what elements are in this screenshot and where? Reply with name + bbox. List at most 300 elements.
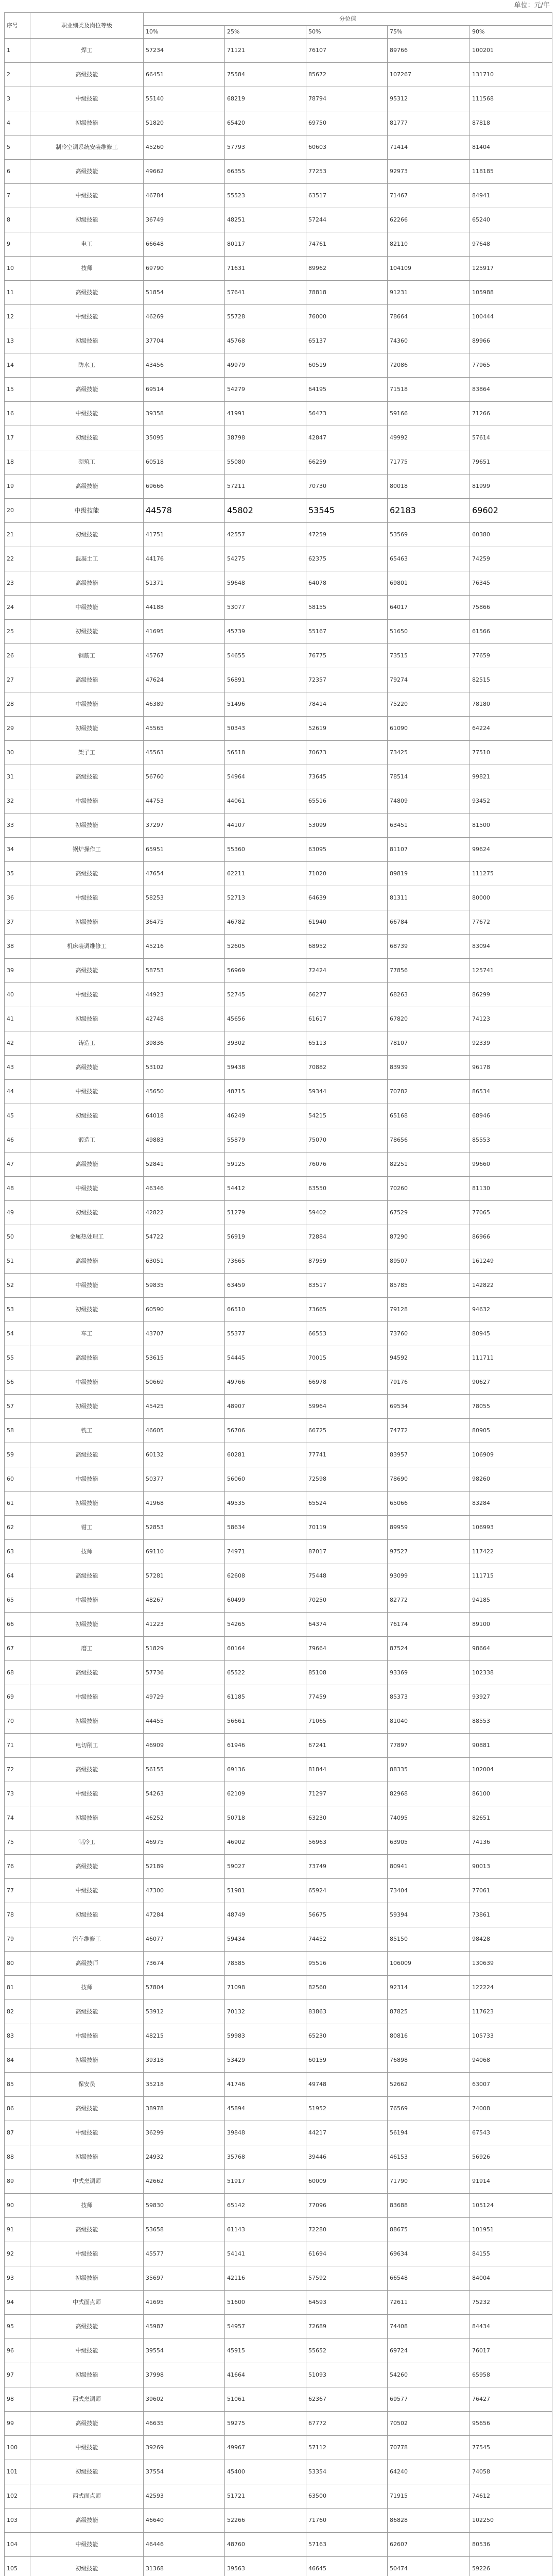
row-p25: 41991 xyxy=(225,402,306,426)
table-row xyxy=(5,1153,552,1177)
row-p75: 85373 xyxy=(388,1685,470,1709)
row-job: 高级技能 xyxy=(30,378,144,402)
row-p50: 77459 xyxy=(306,1685,388,1709)
row-p25: 51061 xyxy=(225,2387,306,2412)
row-seq: 27 xyxy=(5,668,30,692)
row-p90: 84434 xyxy=(470,2315,552,2339)
row-p10: 56760 xyxy=(144,765,225,789)
row-p10: 46389 xyxy=(144,692,225,717)
table-row xyxy=(5,2387,552,2412)
row-p25: 55360 xyxy=(225,838,306,862)
row-p10: 42662 xyxy=(144,2170,225,2194)
row-p25: 51917 xyxy=(225,2170,306,2194)
row-p10: 46640 xyxy=(144,2509,225,2533)
row-seq: 100 xyxy=(5,2436,30,2460)
row-p90: 74008 xyxy=(470,2097,552,2121)
row-p90: 64224 xyxy=(470,717,552,741)
row-p75: 74809 xyxy=(388,789,470,814)
row-p25: 65420 xyxy=(225,111,306,135)
row-p50: 56473 xyxy=(306,402,388,426)
row-p50: 56963 xyxy=(306,1831,388,1855)
row-seq: 68 xyxy=(5,1661,30,1685)
table-row xyxy=(5,1056,552,1080)
row-p10: 46252 xyxy=(144,1806,225,1831)
row-p75: 95312 xyxy=(388,87,470,111)
row-p75: 77897 xyxy=(388,1734,470,1758)
row-job: 锻造工 xyxy=(30,1128,144,1153)
row-p50: 76775 xyxy=(306,644,388,668)
row-job: 中级技能 xyxy=(30,1879,144,1903)
row-p10: 45577 xyxy=(144,2242,225,2266)
row-job: 初级技能 xyxy=(30,1613,144,1637)
row-p50: 64374 xyxy=(306,1613,388,1637)
row-p10: 37704 xyxy=(144,329,225,353)
table-row xyxy=(5,2484,552,2509)
row-p25: 59438 xyxy=(225,1056,306,1080)
row-p75: 80941 xyxy=(388,1855,470,1879)
row-p10: 39318 xyxy=(144,2048,225,2073)
row-p10: 58753 xyxy=(144,959,225,983)
row-p75: 71775 xyxy=(388,450,470,474)
row-job: 中级技能 xyxy=(30,1467,144,1492)
table-row xyxy=(5,2291,552,2315)
table-row xyxy=(5,1031,552,1056)
row-job: 初级技能 xyxy=(30,1709,144,1734)
row-p25: 41664 xyxy=(225,2363,306,2387)
table-row xyxy=(5,910,552,935)
row-p90: 102338 xyxy=(470,1661,552,1685)
row-p10: 42748 xyxy=(144,1007,225,1031)
table-row xyxy=(5,1443,552,1467)
table-row xyxy=(5,2557,552,2576)
row-p90: 80905 xyxy=(470,1419,552,1443)
row-p50: 70673 xyxy=(306,741,388,765)
table-row xyxy=(5,1249,552,1274)
row-p50: 78818 xyxy=(306,281,388,305)
row-p90: 81500 xyxy=(470,814,552,838)
row-p90: 84155 xyxy=(470,2242,552,2266)
row-job: 防水工 xyxy=(30,353,144,378)
row-seq: 77 xyxy=(5,1879,30,1903)
table-row xyxy=(5,1709,552,1734)
row-p50: 75448 xyxy=(306,1564,388,1588)
row-seq: 19 xyxy=(5,474,30,499)
row-p50: 85672 xyxy=(306,63,388,87)
row-p25: 54275 xyxy=(225,547,306,571)
row-p25: 39563 xyxy=(225,2557,306,2576)
row-p50: 63230 xyxy=(306,1806,388,1831)
table-row xyxy=(5,862,552,886)
row-p90: 100201 xyxy=(470,39,552,63)
row-p90: 75866 xyxy=(470,596,552,620)
table-row xyxy=(5,1128,552,1153)
row-p25: 46902 xyxy=(225,1831,306,1855)
row-p25: 55728 xyxy=(225,305,306,329)
row-p90: 89100 xyxy=(470,1613,552,1637)
row-p90: 65958 xyxy=(470,2363,552,2387)
row-p10: 53658 xyxy=(144,2218,225,2242)
row-p90: 100444 xyxy=(470,305,552,329)
row-p75: 89959 xyxy=(388,1516,470,1540)
row-p50: 51093 xyxy=(306,2363,388,2387)
row-p90: 94068 xyxy=(470,2048,552,2073)
row-p10: 46975 xyxy=(144,1831,225,1855)
row-p50: 60159 xyxy=(306,2048,388,2073)
row-seq: 33 xyxy=(5,814,30,838)
row-seq: 36 xyxy=(5,886,30,910)
row-p25: 58634 xyxy=(225,1516,306,1540)
row-p10: 36749 xyxy=(144,208,225,232)
row-job: 高级技能 xyxy=(30,1855,144,1879)
row-job: 初级技能 xyxy=(30,2048,144,2073)
row-job: 高级技能 xyxy=(30,160,144,184)
row-seq: 72 xyxy=(5,1758,30,1782)
row-p90: 106993 xyxy=(470,1516,552,1540)
row-p10: 66451 xyxy=(144,63,225,87)
row-p75: 92314 xyxy=(388,1976,470,2000)
row-p75: 106009 xyxy=(388,1952,470,1976)
row-job: 初级技能 xyxy=(30,1298,144,1322)
table-row xyxy=(5,523,552,547)
row-seq: 2 xyxy=(5,63,30,87)
row-job: 初级技能 xyxy=(30,1104,144,1128)
row-p10: 50377 xyxy=(144,1467,225,1492)
row-p25: 59275 xyxy=(225,2412,306,2436)
row-p25: 39302 xyxy=(225,1031,306,1056)
row-job: 高级技能 xyxy=(30,1758,144,1782)
row-seq: 7 xyxy=(5,184,30,208)
table-row xyxy=(5,983,552,1007)
row-p50: 63517 xyxy=(306,184,388,208)
row-p50: 47259 xyxy=(306,523,388,547)
row-p75: 71467 xyxy=(388,184,470,208)
row-p10: 37554 xyxy=(144,2460,225,2484)
table-row xyxy=(5,571,552,596)
row-p10: 46909 xyxy=(144,1734,225,1758)
row-p10: 41695 xyxy=(144,620,225,644)
table-row xyxy=(5,63,552,87)
row-p50: 51952 xyxy=(306,2097,388,2121)
table-row xyxy=(5,353,552,378)
table-row xyxy=(5,2266,552,2291)
row-p90: 86299 xyxy=(470,983,552,1007)
row-p25: 54141 xyxy=(225,2242,306,2266)
row-job: 焊工 xyxy=(30,39,144,63)
row-p10: 48215 xyxy=(144,2024,225,2048)
row-seq: 66 xyxy=(5,1613,30,1637)
table-row xyxy=(5,1661,552,1685)
row-job: 制冷空调系统安装维修工 xyxy=(30,135,144,160)
row-p25: 52605 xyxy=(225,935,306,959)
row-p25: 54655 xyxy=(225,644,306,668)
row-p25: 80117 xyxy=(225,232,306,257)
row-p25: 54279 xyxy=(225,378,306,402)
row-seq: 67 xyxy=(5,1637,30,1661)
row-p10: 58253 xyxy=(144,886,225,910)
table-row xyxy=(5,2121,552,2145)
row-p50: 65137 xyxy=(306,329,388,353)
row-seq: 10 xyxy=(5,257,30,281)
row-p25: 46249 xyxy=(225,1104,306,1128)
row-p25: 54964 xyxy=(225,765,306,789)
row-p50: 78794 xyxy=(306,87,388,111)
row-seq: 97 xyxy=(5,2363,30,2387)
row-p90: 76427 xyxy=(470,2387,552,2412)
row-job: 初级技能 xyxy=(30,1806,144,1831)
row-p75: 88675 xyxy=(388,2218,470,2242)
row-p90: 122224 xyxy=(470,1976,552,2000)
table-row xyxy=(5,789,552,814)
row-p10: 48267 xyxy=(144,1588,225,1613)
row-p90: 85553 xyxy=(470,1128,552,1153)
row-job: 初级技能 xyxy=(30,1007,144,1031)
row-p90: 57614 xyxy=(470,426,552,450)
row-p25: 62211 xyxy=(225,862,306,886)
row-p25: 63459 xyxy=(225,1274,306,1298)
table-row xyxy=(5,1637,552,1661)
row-p10: 46446 xyxy=(144,2533,225,2557)
table-row xyxy=(5,1370,552,1395)
row-seq: 21 xyxy=(5,523,30,547)
row-p75: 87524 xyxy=(388,1637,470,1661)
row-p75: 93369 xyxy=(388,1661,470,1685)
row-seq: 44 xyxy=(5,1080,30,1104)
row-p75: 77856 xyxy=(388,959,470,983)
table-row xyxy=(5,426,552,450)
row-job: 中级技能 xyxy=(30,1685,144,1709)
row-job: 初级技能 xyxy=(30,111,144,135)
table-row xyxy=(5,886,552,910)
row-p50: 70882 xyxy=(306,1056,388,1080)
row-p25: 55879 xyxy=(225,1128,306,1153)
row-p90: 101951 xyxy=(470,2218,552,2242)
row-p50: 64195 xyxy=(306,378,388,402)
row-seq: 37 xyxy=(5,910,30,935)
row-p50: 76107 xyxy=(306,39,388,63)
row-p75: 76174 xyxy=(388,1613,470,1637)
row-p50: 66259 xyxy=(306,450,388,474)
row-p10: 46346 xyxy=(144,1177,225,1201)
row-p25: 51721 xyxy=(225,2484,306,2509)
row-p10: 66648 xyxy=(144,232,225,257)
row-p25: 50343 xyxy=(225,717,306,741)
row-p90: 77510 xyxy=(470,741,552,765)
row-seq: 1 xyxy=(5,39,30,63)
row-p25: 51600 xyxy=(225,2291,306,2315)
row-p90: 81130 xyxy=(470,1177,552,1201)
row-p50: 70250 xyxy=(306,1588,388,1613)
row-seq: 6 xyxy=(5,160,30,184)
row-p10: 45650 xyxy=(144,1080,225,1104)
row-p75: 83939 xyxy=(388,1056,470,1080)
row-seq: 17 xyxy=(5,426,30,450)
row-p25: 66355 xyxy=(225,160,306,184)
row-p90: 76017 xyxy=(470,2339,552,2363)
row-p50: 65516 xyxy=(306,789,388,814)
row-p25: 44061 xyxy=(225,789,306,814)
row-p25: 62608 xyxy=(225,1564,306,1588)
row-job: 高级技能 xyxy=(30,862,144,886)
table-row xyxy=(5,1806,552,1831)
table-row xyxy=(5,2509,552,2533)
row-job: 中级技能 xyxy=(30,2436,144,2460)
row-p75: 67820 xyxy=(388,1007,470,1031)
row-p25: 56919 xyxy=(225,1225,306,1249)
row-p50: 59344 xyxy=(306,1080,388,1104)
row-p25: 48715 xyxy=(225,1080,306,1104)
row-p90: 78180 xyxy=(470,692,552,717)
row-p90: 90881 xyxy=(470,1734,552,1758)
row-p90: 105988 xyxy=(470,281,552,305)
row-p25: 61185 xyxy=(225,1685,306,1709)
row-p75: 94592 xyxy=(388,1346,470,1370)
row-p50: 76076 xyxy=(306,1153,388,1177)
row-p75: 59166 xyxy=(388,402,470,426)
row-p75: 69634 xyxy=(388,2242,470,2266)
table-row xyxy=(5,1613,552,1637)
row-p10: 44188 xyxy=(144,596,225,620)
row-p90: 117623 xyxy=(470,2000,552,2024)
row-p90: 78055 xyxy=(470,1395,552,1419)
row-p75: 82110 xyxy=(388,232,470,257)
row-p50: 72598 xyxy=(306,1467,388,1492)
row-p25: 45915 xyxy=(225,2339,306,2363)
row-p25: 56518 xyxy=(225,741,306,765)
table-row xyxy=(5,2218,552,2242)
row-p10: 41223 xyxy=(144,1613,225,1637)
row-p90: 117422 xyxy=(470,1540,552,1564)
row-p50: 65524 xyxy=(306,1492,388,1516)
row-seq: 70 xyxy=(5,1709,30,1734)
row-job: 初级技能 xyxy=(30,2363,144,2387)
table-row xyxy=(5,1927,552,1952)
table-row xyxy=(5,111,552,135)
row-p75: 71518 xyxy=(388,378,470,402)
table-row xyxy=(5,474,552,499)
row-p50: 61617 xyxy=(306,1007,388,1031)
row-job: 车工 xyxy=(30,1322,144,1346)
row-p75: 81311 xyxy=(388,886,470,910)
row-p50: 72884 xyxy=(306,1225,388,1249)
header-percentile-group: 分位值 xyxy=(144,13,552,26)
row-p75: 89819 xyxy=(388,862,470,886)
row-p90: 86966 xyxy=(470,1225,552,1249)
table-row xyxy=(5,2097,552,2121)
table-row xyxy=(5,208,552,232)
row-p25: 45802 xyxy=(225,499,306,523)
row-job: 架子工 xyxy=(30,741,144,765)
row-p10: 54722 xyxy=(144,1225,225,1249)
header-p10: 10% xyxy=(144,26,225,39)
row-p90: 94185 xyxy=(470,1588,552,1613)
row-p50: 72689 xyxy=(306,2315,388,2339)
row-p75: 56194 xyxy=(388,2121,470,2145)
row-job: 技师 xyxy=(30,1976,144,2000)
row-p50: 46645 xyxy=(306,2557,388,2576)
row-p75: 81777 xyxy=(388,111,470,135)
row-p25: 69136 xyxy=(225,1758,306,1782)
table-row xyxy=(5,39,552,63)
row-job: 高级技能 xyxy=(30,1249,144,1274)
row-p90: 142822 xyxy=(470,1274,552,1298)
row-p50: 71760 xyxy=(306,2509,388,2533)
row-job: 中级技能 xyxy=(30,2121,144,2145)
row-seq: 79 xyxy=(5,1927,30,1952)
table-row xyxy=(5,838,552,862)
row-job: 汽车维修工 xyxy=(30,1927,144,1952)
row-p10: 60518 xyxy=(144,450,225,474)
row-p75: 75220 xyxy=(388,692,470,717)
row-seq: 32 xyxy=(5,789,30,814)
row-p75: 91231 xyxy=(388,281,470,305)
row-p50: 60519 xyxy=(306,353,388,378)
row-p50: 71065 xyxy=(306,1709,388,1734)
row-p75: 79128 xyxy=(388,1298,470,1322)
row-p75: 65463 xyxy=(388,547,470,571)
row-p25: 48251 xyxy=(225,208,306,232)
row-seq: 62 xyxy=(5,1516,30,1540)
row-p90: 56926 xyxy=(470,2145,552,2170)
row-p75: 51650 xyxy=(388,620,470,644)
row-p50: 53354 xyxy=(306,2460,388,2484)
row-p50: 61694 xyxy=(306,2242,388,2266)
row-p25: 59125 xyxy=(225,1153,306,1177)
row-p75: 64240 xyxy=(388,2460,470,2484)
row-p10: 35218 xyxy=(144,2073,225,2097)
row-p25: 56661 xyxy=(225,1709,306,1734)
row-job: 中式烹调师 xyxy=(30,2170,144,2194)
row-p25: 48760 xyxy=(225,2533,306,2557)
table-row xyxy=(5,2242,552,2266)
row-p75: 62183 xyxy=(388,499,470,523)
row-seq: 13 xyxy=(5,329,30,353)
row-seq: 53 xyxy=(5,1298,30,1322)
row-p90: 76345 xyxy=(470,571,552,596)
row-job: 铸造工 xyxy=(30,1031,144,1056)
row-seq: 46 xyxy=(5,1128,30,1153)
row-seq: 101 xyxy=(5,2460,30,2484)
row-p10: 45216 xyxy=(144,935,225,959)
table-row xyxy=(5,814,552,838)
row-p10: 41695 xyxy=(144,2291,225,2315)
row-p25: 45400 xyxy=(225,2460,306,2484)
row-p75: 73515 xyxy=(388,644,470,668)
row-p50: 53545 xyxy=(306,499,388,523)
row-job: 高级技能 xyxy=(30,2218,144,2242)
header-p75: 75% xyxy=(388,26,470,39)
row-p50: 55167 xyxy=(306,620,388,644)
row-job: 技师 xyxy=(30,1540,144,1564)
row-p90: 105124 xyxy=(470,2194,552,2218)
table-row xyxy=(5,1201,552,1225)
row-p50: 71020 xyxy=(306,862,388,886)
row-p75: 76569 xyxy=(388,2097,470,2121)
row-p90: 83284 xyxy=(470,1492,552,1516)
header-p90: 90% xyxy=(470,26,552,39)
row-job: 初级技能 xyxy=(30,620,144,644)
row-p50: 83863 xyxy=(306,2000,388,2024)
row-p75: 71790 xyxy=(388,2170,470,2194)
row-p25: 56706 xyxy=(225,1419,306,1443)
row-p10: 44753 xyxy=(144,789,225,814)
row-p90: 111275 xyxy=(470,862,552,886)
row-p50: 85108 xyxy=(306,1661,388,1685)
row-p75: 89507 xyxy=(388,1249,470,1274)
row-p25: 56969 xyxy=(225,959,306,983)
row-p10: 49883 xyxy=(144,1128,225,1153)
row-seq: 64 xyxy=(5,1564,30,1588)
row-p25: 45894 xyxy=(225,2097,306,2121)
